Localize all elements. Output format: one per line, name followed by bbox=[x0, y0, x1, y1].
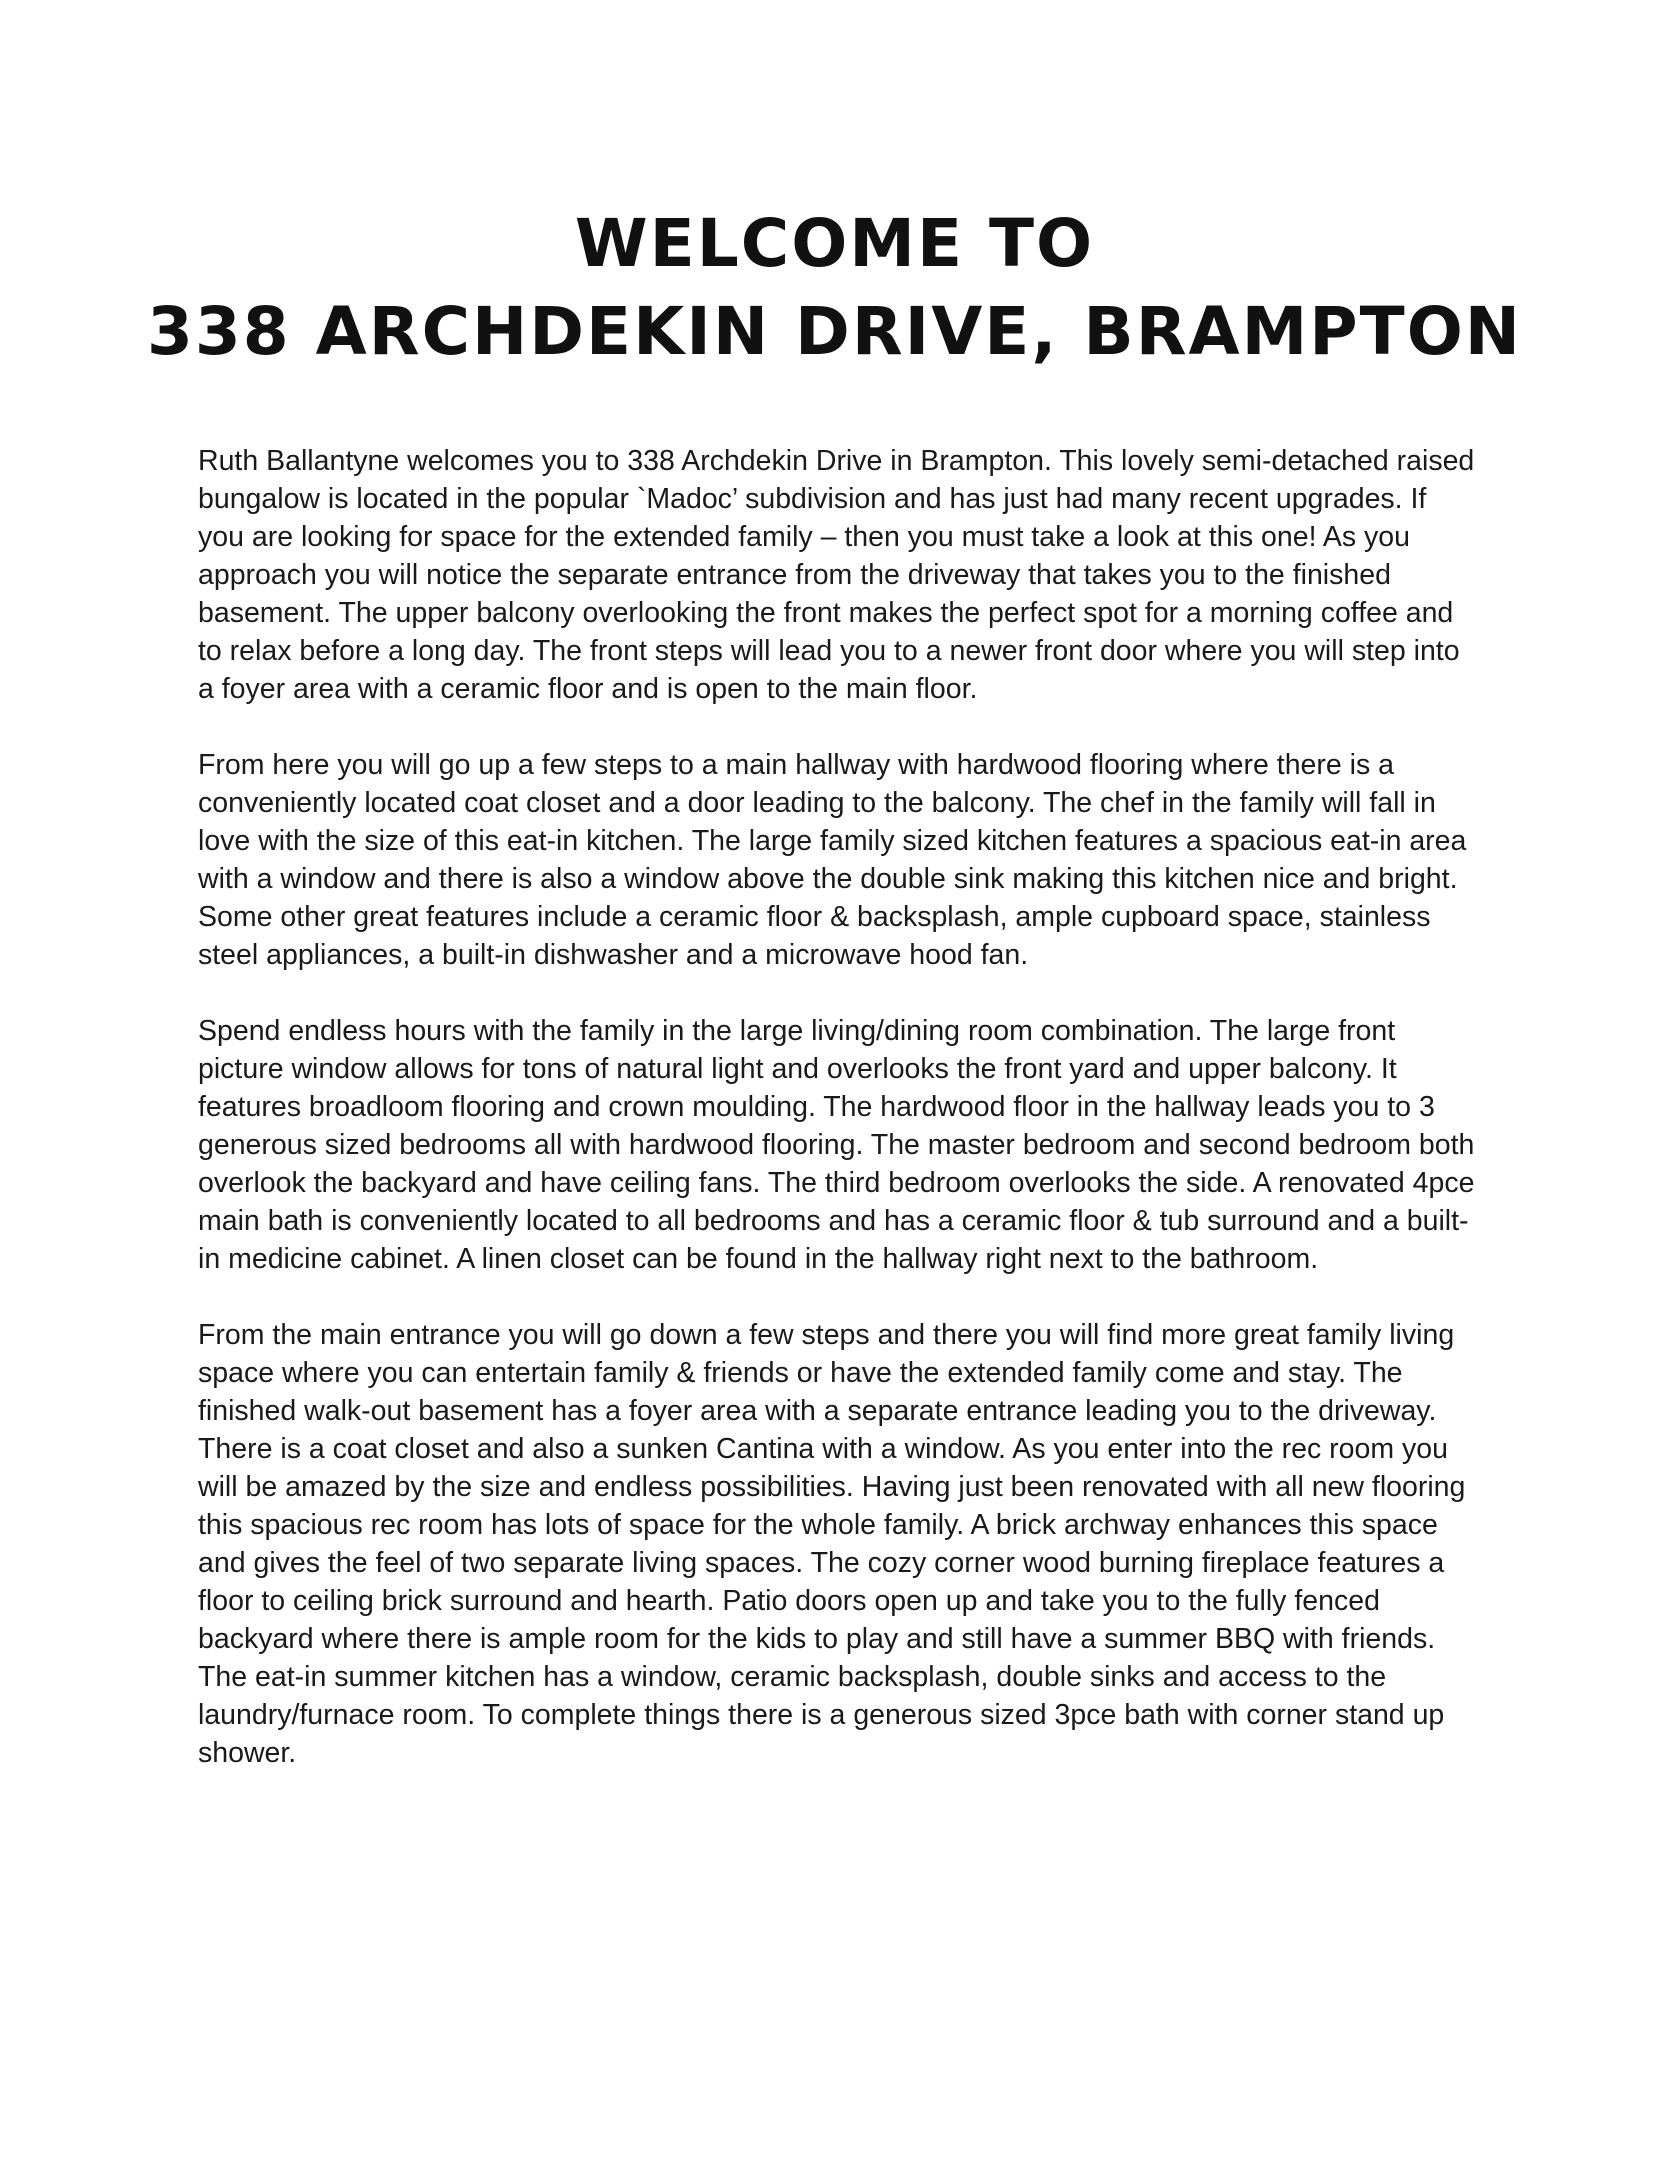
paragraph-intro: Ruth Ballantyne welcomes you to 338 Archdekin Drive in Brampton. This lovely semi-detached raised bungalow is located in the popular `Madoc’ subdivision and has just had many recent upgrades. If you are looking for space for the extended family – then you must take a look at this one! As you approach you will notice the separate entrance from the driveway that takes you to the finished basement. The upper balcony overlooking the front makes the perfect spot for a morning coffee and to relax before a long day. The front steps will lead you to a newer front door where you will step into a foyer area with a ceramic floor and is open to the main floor. bbox=[198, 445, 1475, 705]
page-title bbox=[0, 200, 1669, 376]
title-line-2: 338 ARCHDEKIN DRIVE, BRAMPTON bbox=[146, 293, 1523, 370]
property-description bbox=[198, 442, 1480, 1810]
paragraph-living-bedrooms: Spend endless hours with the family in the large living/dining room combination. The large front picture window allows for tons of natural light and overlooks the front yard and upper balcony. It features broadloom flooring and crown moulding. The hardwood floor in the hallway leads you to 3 generous sized bedrooms all with hardwood flooring. The master bedroom and second bedroom both overlook the backyard and have ceiling fans. The third bedroom overlooks the side. A renovated 4pce main bath is conveniently located to all bedrooms and has a ceramic floor & tub surround and a built-in medicine cabinet. A linen closet can be found in the hallway right next to the bathroom. bbox=[198, 1015, 1475, 1275]
paragraph-basement: From the main entrance you will go down a few steps and there you will find more great family living space where you can entertain family & friends or have the extended family come and stay. The finished walk-out basement has a foyer area with a separate entrance leading you to the driveway. There is a coat closet and also a sunken Cantina with a window. As you enter into the rec room you will be amazed by the size and endless possibilities. Having just been renovated with all new flooring this spacious rec room has lots of space for the whole family. A brick archway enhances this space and gives the feel of two separate living spaces. The cozy corner wood burning fireplace features a floor to ceiling brick surround and hearth. Patio doors open up and take you to the fully fenced backyard where there is ample room for the kids to play and still have a summer BBQ with friends. The eat-in summer kitchen has a window, ceramic backsplash, double sinks and access to the laundry/furnace room. To complete things there is a generous sized 3pce bath with corner stand up shower. bbox=[198, 1319, 1466, 1769]
title-line-1: WELCOME TO bbox=[574, 205, 1095, 282]
paragraph-kitchen: From here you will go up a few steps to a main hallway with hardwood flooring where there is a conveniently located coat closet and a door leading to the balcony. The chef in the family will fall in love with the size of this eat-in kitchen. The large family sized kitchen features a spacious eat-in area with a window and there is also a window above the double sink making this kitchen nice and bright. Some other great features include a ceramic floor & backsplash, ample cupboard space, stainless steel appliances, a built-in dishwasher and a microwave hood fan. bbox=[198, 749, 1467, 971]
